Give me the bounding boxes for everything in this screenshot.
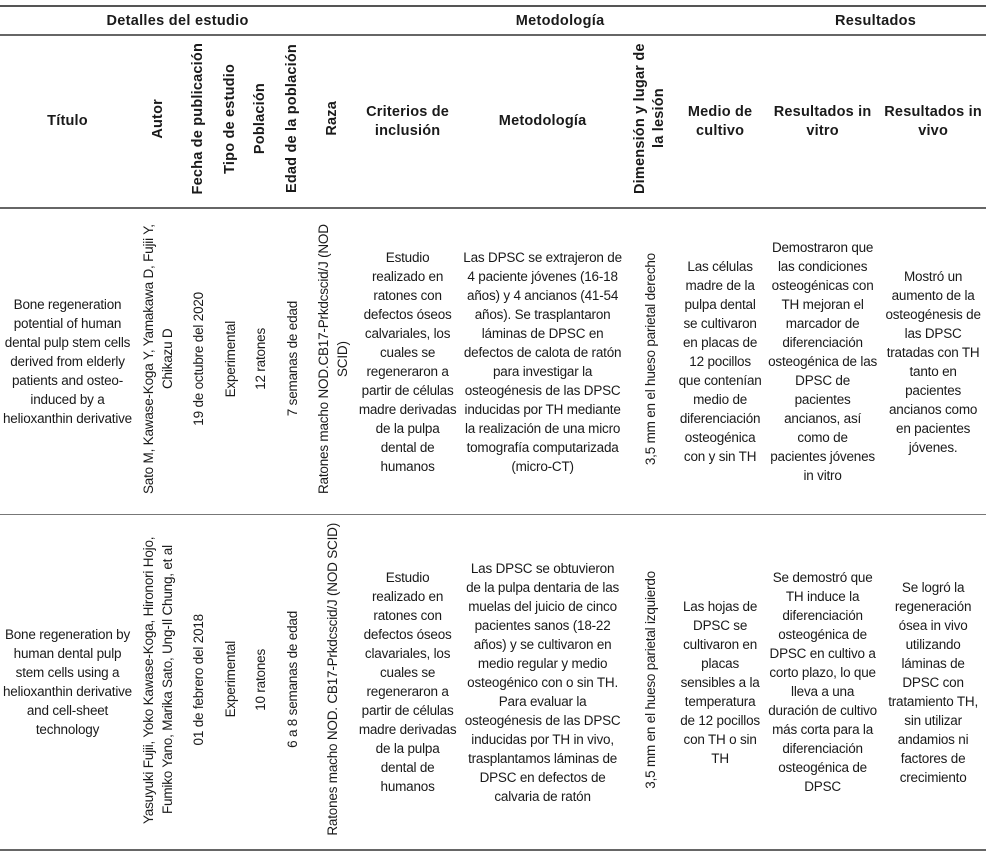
cell-title: Bone regeneration by human dental pulp stem cells using a helioxanthin derivative and cell-sheet technology bbox=[0, 515, 135, 851]
cell-criteria: Estudio realizado en ratones con defectos óseos clavariales, los cuales se regeneraron a partir de células madre derivadas de la pulpa dental de humanos bbox=[355, 515, 460, 851]
column-header-row bbox=[0, 35, 986, 208]
cell-medium: Las células madre de la pulpa dental se cultivaron en placas de 12 pocillos que contenían medio de diferenciación osteogénica con y sin TH bbox=[675, 208, 765, 515]
cell-title: Bone regeneration potential of human dental pulp stem cells derived from elderly patients and osteo-induced by a helioxanthin derivative bbox=[0, 208, 135, 515]
cell-medium: Las hojas de DPSC se cultivaron en placas sensibles a la temperatura de 12 pocillos con TH o sin TH bbox=[675, 515, 765, 851]
cell-date: 19 de octubre del 2020 bbox=[190, 292, 206, 426]
cell-author: Yasuyuki Fujii, Yoko Kawase-Koga, Hironori Hojo, Fumiko Yano, Marika Sato, Ung-Il Chung, et al bbox=[141, 535, 175, 824]
cell-age: 7 semanas de edad bbox=[285, 301, 300, 417]
header-title: Título bbox=[0, 35, 135, 208]
header-medium: Medio de cultivo bbox=[675, 35, 765, 208]
header-type: Tipo de estudio bbox=[221, 63, 238, 174]
cell-type: Experimental bbox=[222, 320, 238, 398]
cell-in-vitro: Demostraron que las condiciones osteogénicas con TH mejoran el marcador de diferenciación osteogénica de las DPSC de pacientes ancianos, así como de pacientes jóvenes in vitro bbox=[765, 208, 880, 515]
cell-population: 10 ratones bbox=[252, 648, 268, 711]
header-in-vivo: Resultados in vivo bbox=[880, 35, 986, 208]
cell-methodology: Las DPSC se extrajeron de 4 paciente jóvenes (16-18 años) y 4 ancianos (41-54 años). Se trasplantaron láminas de DPSC en defectos de calota de ratón para investigar la osteogénesis de las DPSC inducidas por TH mediante la realización de una micro tomografía computarizada (micro-CT) bbox=[460, 208, 625, 515]
cell-date: 01 de febrero del 2018 bbox=[190, 613, 206, 746]
cell-lesion: 3,5 mm en el hueso parietal izquierdo bbox=[642, 570, 658, 789]
cell-in-vitro: Se demostró que TH induce la diferenciación osteogénica de DPSC en cultivo a corto plazo, lo que lleva a una duración de cultivo más corta para la diferenciación osteogénica de DPSC bbox=[765, 515, 880, 851]
header-breed: Raza bbox=[324, 101, 341, 136]
header-age: Edad de la población bbox=[284, 43, 300, 194]
cell-lesion: 3,5 mm en el hueso parietal derecho bbox=[642, 252, 658, 466]
cell-author: Sato M, Kawase-Koga Y, Yamakawa D, Fujii Y, Chikazu D bbox=[141, 224, 175, 494]
group-header-row bbox=[0, 6, 986, 35]
header-methodology: Metodología bbox=[460, 35, 625, 208]
header-date: Fecha de publicación bbox=[189, 42, 206, 195]
group-details: Detalles del estudio bbox=[0, 6, 355, 35]
cell-methodology: Las DPSC se obtuvieron de la pulpa dentaria de las muelas del juicio de cinco pacientes sanos (18-22 años) y se cultivaron en medio regular y medio osteogénico con o sin TH. Para evaluar la osteogénesis de las DPSC inducidas por TH in vivo, trasplantamos láminas de DPSC en defectos de calvaria de ratón bbox=[460, 515, 625, 851]
study-table bbox=[0, 5, 986, 851]
group-results: Resultados bbox=[765, 6, 986, 35]
cell-population: 12 ratones bbox=[252, 328, 268, 390]
cell-in-vivo: Mostró un aumento de la osteogénesis de las DPSC tratadas con TH tanto en pacientes ancianos como en pacientes jóvenes. bbox=[880, 208, 986, 515]
header-criteria: Criterios de inclusión bbox=[355, 35, 460, 208]
header-population: Población bbox=[251, 82, 268, 155]
table-row bbox=[0, 515, 986, 851]
table-row bbox=[0, 208, 986, 515]
cell-age: 6 a 8 semanas de edad bbox=[285, 611, 300, 748]
cell-criteria: Estudio realizado en ratones con defectos óseos calvariales, los cuales se regeneraron a partir de células madre derivadas de la pulpa dental de humanos bbox=[355, 208, 460, 515]
header-lesion: Dimensión y lugar de la lesión bbox=[632, 43, 668, 194]
cell-breed: Ratones macho NOD.CB17-Prkdcscid/J (NOD SCID) bbox=[315, 224, 350, 494]
header-author: Autor bbox=[149, 98, 166, 139]
cell-type: Experimental bbox=[222, 641, 238, 718]
group-methodology: Metodología bbox=[355, 6, 765, 35]
cell-breed: Ratones macho NOD. CB17-Prkdcscid/J (NOD SCID) bbox=[325, 523, 341, 836]
header-in-vitro: Resultados in vitro bbox=[765, 35, 880, 208]
cell-in-vivo: Se logró la regeneración ósea in vivo utilizando láminas de DPSC con tratamiento TH, sin utilizar andamios ni factores de crecimiento bbox=[880, 515, 986, 851]
